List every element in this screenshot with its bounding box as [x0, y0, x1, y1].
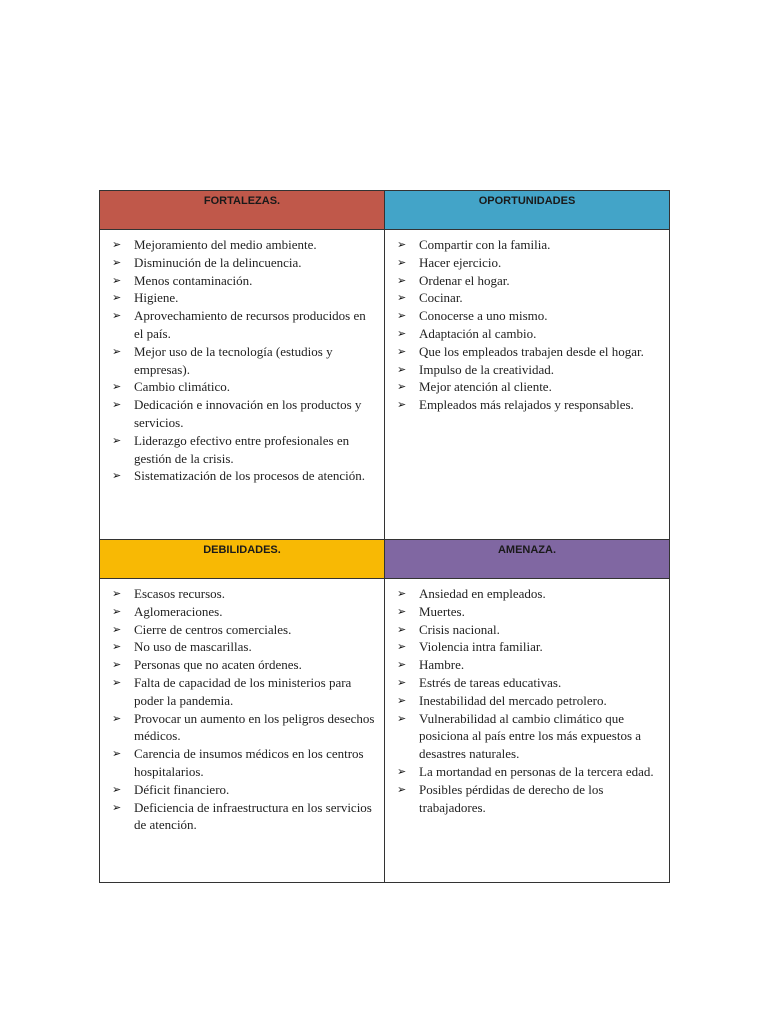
list-item-text: Higiene.	[134, 290, 179, 306]
arrowhead-bullet-icon: ➢	[397, 273, 407, 287]
arrowhead-bullet-icon: ➢	[112, 273, 122, 287]
arrowhead-bullet-icon: ➢	[397, 711, 407, 725]
list-item	[397, 289, 661, 307]
list-item	[397, 361, 661, 379]
list-item-text: Provocar un aumento en los peligros desechos médicos.	[134, 710, 375, 744]
arrowhead-bullet-icon: ➢	[112, 622, 122, 636]
list-item	[397, 585, 661, 603]
arrowhead-bullet-icon: ➢	[397, 693, 407, 707]
arrowhead-bullet-icon: ➢	[112, 711, 122, 725]
list-item-text: Que los empleados trabajen desde el hogar.	[419, 343, 644, 359]
list-item-text: Empleados más relajados y responsables.	[419, 397, 634, 413]
arrowhead-bullet-icon: ➢	[397, 640, 407, 654]
fortalezas-title: FORTALEZAS.	[203, 195, 281, 207]
oportunidades-header	[385, 191, 670, 230]
arrowhead-bullet-icon: ➢	[397, 326, 407, 340]
list-item-text: Posibles pérdidas de derecho de los trabajadores.	[419, 781, 604, 815]
arrowhead-bullet-icon: ➢	[112, 433, 122, 447]
list-item-text: Compartir con la familia.	[419, 237, 551, 252]
list-item	[112, 585, 376, 603]
amenaza-list	[385, 579, 669, 816]
oportunidades-list	[385, 230, 669, 414]
list-item	[112, 710, 376, 746]
arrowhead-bullet-icon: ➢	[397, 658, 407, 672]
list-item-text: Inestabilidad del mercado petrolero.	[419, 692, 607, 708]
arrowhead-bullet-icon: ➢	[397, 255, 407, 269]
foda-matrix	[99, 190, 670, 883]
arrowhead-bullet-icon: ➢	[112, 640, 122, 654]
list-item	[112, 378, 376, 396]
list-item-text: Estrés de tareas educativas.	[419, 674, 562, 690]
arrowhead-bullet-icon: ➢	[112, 675, 122, 689]
list-item-text: Hambre.	[419, 657, 465, 673]
arrowhead-bullet-icon: ➢	[112, 800, 122, 814]
debilidades-list	[100, 579, 384, 834]
list-item-text: Mejor atención al cliente.	[419, 379, 552, 395]
list-item-text: Escasos recursos.	[134, 586, 225, 601]
list-item-text: Cocinar.	[419, 290, 463, 306]
list-item	[397, 656, 661, 674]
list-item	[112, 781, 376, 799]
arrowhead-bullet-icon: ➢	[112, 782, 122, 796]
list-item	[397, 781, 661, 817]
oportunidades-cell	[385, 230, 670, 540]
arrowhead-bullet-icon: ➢	[112, 469, 122, 483]
list-item	[397, 254, 661, 272]
arrowhead-bullet-icon: ➢	[397, 764, 407, 778]
list-item	[112, 467, 376, 485]
list-item	[112, 638, 376, 656]
arrowhead-bullet-icon: ➢	[397, 398, 407, 412]
arrowhead-bullet-icon: ➢	[112, 604, 122, 618]
list-item-text: Mejor uso de la tecnología (estudios y empresas).	[134, 343, 333, 377]
list-item-text: Falta de capacidad de los ministerios para poder la pandemia.	[134, 674, 352, 708]
arrowhead-bullet-icon: ➢	[112, 309, 122, 323]
arrowhead-bullet-icon: ➢	[397, 604, 407, 618]
amenaza-header	[385, 540, 670, 579]
arrowhead-bullet-icon: ➢	[397, 238, 407, 251]
debilidades-header	[100, 540, 385, 579]
list-item-text: Hacer ejercicio.	[419, 254, 502, 270]
arrowhead-bullet-icon: ➢	[112, 344, 122, 358]
list-item	[397, 621, 661, 639]
list-item	[397, 763, 661, 781]
list-item	[112, 674, 376, 710]
list-item	[112, 272, 376, 290]
amenaza-title: AMENAZA.	[497, 544, 557, 556]
list-item	[397, 396, 661, 414]
list-item-text: Déficit financiero.	[134, 781, 230, 797]
list-item	[397, 692, 661, 710]
arrowhead-bullet-icon: ➢	[112, 238, 122, 251]
list-item	[112, 236, 376, 254]
oportunidades-title: OPORTUNIDADES	[478, 195, 576, 207]
list-item-text: Menos contaminación.	[134, 272, 253, 288]
arrowhead-bullet-icon: ➢	[112, 291, 122, 305]
list-item-text: Impulso de la creatividad.	[419, 361, 555, 377]
arrowhead-bullet-icon: ➢	[397, 782, 407, 796]
list-item-text: Carencia de insumos médicos en los centros hospitalarios.	[134, 746, 364, 779]
arrowhead-bullet-icon: ➢	[112, 747, 122, 761]
fortalezas-cell	[100, 230, 385, 540]
arrowhead-bullet-icon: ➢	[112, 398, 122, 412]
list-item	[112, 343, 376, 379]
list-item-text: Conocerse a uno mismo.	[419, 308, 548, 324]
list-item-text: Liderazgo efectivo entre profesionales en gestión de la crisis.	[134, 432, 350, 466]
arrowhead-bullet-icon: ➢	[397, 344, 407, 358]
list-item	[397, 272, 661, 290]
list-item-text: No uso de mascarillas.	[134, 639, 252, 655]
arrowhead-bullet-icon: ➢	[397, 587, 407, 600]
debilidades-cell	[100, 579, 385, 883]
list-item	[112, 656, 376, 674]
list-item-text: Aprovechamiento de recursos producidos en el país.	[134, 308, 366, 341]
arrowhead-bullet-icon: ➢	[112, 587, 122, 600]
list-item-text: Dedicación e innovación en los productos y servicios.	[134, 397, 362, 430]
list-item-text: Deficiencia de infraestructura en los servicios de atención.	[134, 799, 372, 833]
arrowhead-bullet-icon: ➢	[397, 291, 407, 305]
arrowhead-bullet-icon: ➢	[397, 380, 407, 394]
list-item-text: La mortandad en personas de la tercera edad.	[419, 763, 654, 779]
arrowhead-bullet-icon: ➢	[112, 380, 122, 394]
list-item	[397, 638, 661, 656]
arrowhead-bullet-icon: ➢	[397, 675, 407, 689]
list-item-text: Adaptación al cambio.	[419, 325, 537, 341]
list-item	[397, 674, 661, 692]
list-item-text: Disminución de la delincuencia.	[134, 254, 302, 270]
amenaza-cell	[385, 579, 670, 883]
list-item	[112, 745, 376, 781]
list-item-text: Sistematización de los procesos de atención.	[134, 468, 366, 484]
list-item-text: Vulnerabilidad al cambio climático que posiciona al país entre los más expuestos a desastres naturales.	[419, 710, 642, 762]
list-item	[397, 325, 661, 343]
list-item-text: Cambio climático.	[134, 379, 231, 395]
arrowhead-bullet-icon: ➢	[397, 309, 407, 323]
list-item	[397, 710, 661, 763]
list-item	[112, 307, 376, 343]
list-item-text: Crisis nacional.	[419, 621, 500, 637]
list-item-text: Muertes.	[419, 603, 465, 619]
list-item	[112, 621, 376, 639]
list-item-text: Mejoramiento del medio ambiente.	[134, 237, 317, 252]
list-item-text: Violencia intra familiar.	[419, 639, 543, 655]
list-item-text: Ordenar el hogar.	[419, 272, 510, 288]
arrowhead-bullet-icon: ➢	[112, 255, 122, 269]
arrowhead-bullet-icon: ➢	[112, 658, 122, 672]
list-item	[397, 307, 661, 325]
list-item	[112, 799, 376, 835]
list-item	[112, 289, 376, 307]
fortalezas-header	[100, 191, 385, 230]
list-item	[397, 603, 661, 621]
list-item-text: Ansiedad en empleados.	[419, 586, 546, 601]
list-item	[397, 378, 661, 396]
fortalezas-list	[100, 230, 384, 485]
list-item	[112, 432, 376, 468]
arrowhead-bullet-icon: ➢	[397, 622, 407, 636]
list-item	[112, 396, 376, 432]
list-item	[112, 603, 376, 621]
debilidades-title: DEBILIDADES.	[203, 544, 281, 556]
list-item	[397, 236, 661, 254]
list-item-text: Aglomeraciones.	[134, 603, 223, 619]
list-item	[397, 343, 661, 361]
list-item-text: Cierre de centros comerciales.	[134, 621, 292, 637]
list-item	[112, 254, 376, 272]
list-item-text: Personas que no acaten órdenes.	[134, 657, 302, 673]
arrowhead-bullet-icon: ➢	[397, 362, 407, 376]
